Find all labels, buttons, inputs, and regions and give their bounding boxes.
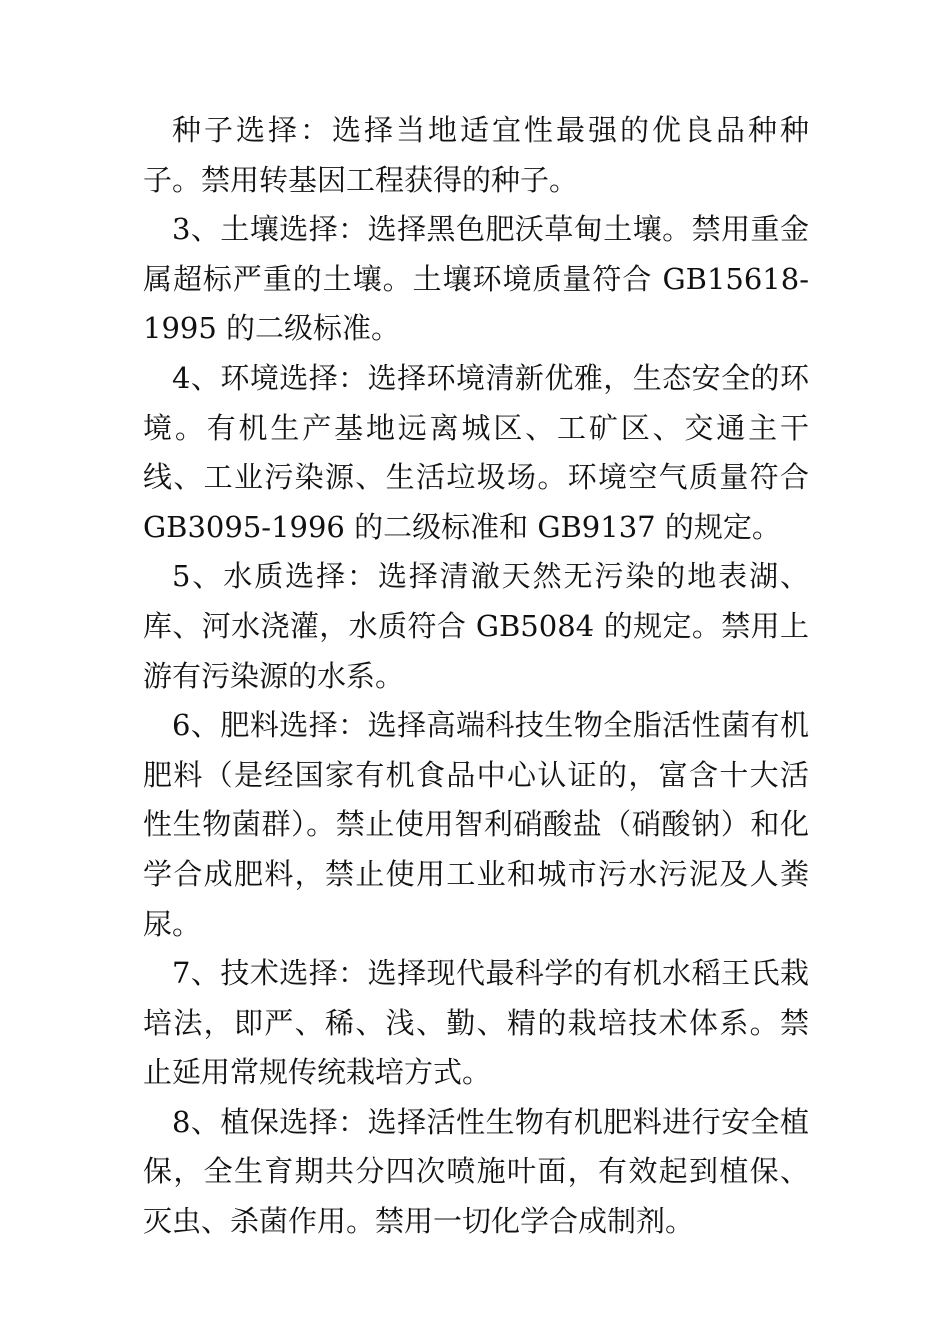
paragraph-seed-selection: 种子选择：选择当地适宜性最强的优良品种种子。禁用转基因工程获得的种子。 [143, 113, 809, 197]
paragraph-soil-selection: 3、土壤选择：选择黑色肥沃草甸土壤。禁用重金属超标严重的土壤。土壤环境质量符合 GB15618-1995 的二级标准。 [143, 212, 809, 346]
paragraph-environment-selection: 4、环境选择：选择环境清新优雅，生态安全的环境。有机生产基地远离城区、工矿区、交通主干线、工业污染源、生活垃圾场。环境空气质量符合 GB3095-1996 的二级标准和 GB9137 的规定。 [143, 360, 809, 544]
document-body [143, 106, 809, 1247]
paragraph-plant-protection-selection: 8、植保选择：选择活性生物有机肥料进行安全植保，全生育期共分四次喷施叶面，有效起到植保、灭虫、杀菌作用。禁用一切化学合成制剂。 [143, 1104, 809, 1239]
paragraph-water-selection: 5、水质选择：选择清澈天然无污染的地表湖、库、河水浇灌，水质符合 GB5084 的规定。禁用上游有污染源的水系。 [143, 559, 809, 693]
paragraph-fertilizer-selection: 6、肥料选择：选择高端科技生物全脂活性菌有机肥料（是经国家有机食品中心认证的，富含十大活性生物菌群）。禁止使用智利硝酸盐（硝酸钠）和化学合成肥料，禁止使用工业和城市污水污泥及人粪尿。 [143, 708, 809, 941]
paragraph-technique-selection: 7、技术选择：选择现代最科学的有机水稻王氏栽培法，即严、稀、浅、勤、精的栽培技术体系。禁止延用常规传统栽培方式。 [143, 956, 809, 1090]
